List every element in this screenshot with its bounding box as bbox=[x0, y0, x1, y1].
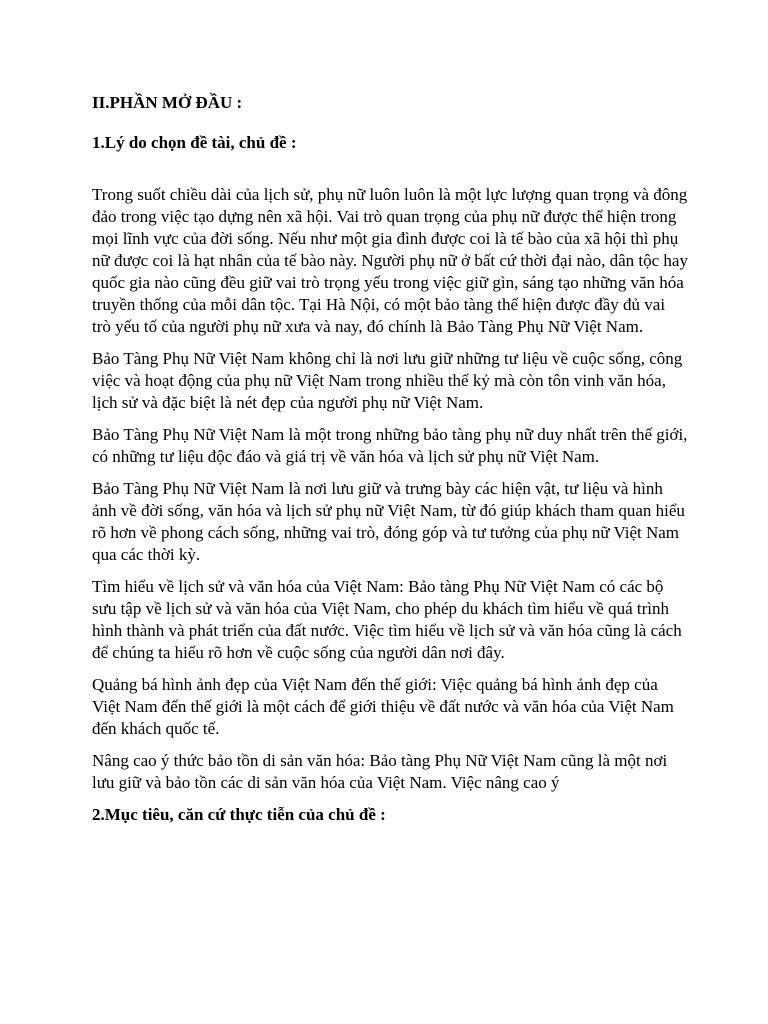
paragraph: Trong suốt chiều dài của lịch sử, phụ nữ luôn luôn là một lực lượng quan trọng và đông đảo trong việc tạo dựng nên xã hội. Vai trò quan trọng của phụ nữ được thể hiện trong mọi lĩnh vực của đời sống. Nếu như một gia đình được coi là tế bào của xã hội thì phụ nữ được coi là hạt nhân của tế bào này. Người phụ nữ ở bất cứ thời đại nào, dân tộc hay quốc gia nào cũng đều giữ vai trò trọng yếu trong việc giữ gìn, sáng tạo những văn hóa truyền thống của mỗi dân tộc. Tại Hà Nội, có một bảo tàng thể hiện được đầy đủ vai trò yếu tố của người phụ nữ xưa và nay, đó chính là Bảo Tàng Phụ Nữ Việt Nam. bbox=[92, 185, 688, 336]
paragraph: Bảo Tàng Phụ Nữ Việt Nam không chỉ là nơi lưu giữ những tư liệu về cuộc sống, công việc và hoạt động của phụ nữ Việt Nam trong nhiều thế kỷ mà còn tôn vinh văn hóa, lịch sử và đặc biệt là nét đẹp của người phụ nữ Việt Nam. bbox=[92, 349, 683, 412]
paragraph: Bảo Tàng Phụ Nữ Việt Nam là nơi lưu giữ và trưng bày các hiện vật, tư liệu và hình ảnh về đời sống, văn hóa và lịch sử phụ nữ Việt Nam, từ đó giúp khách tham quan hiểu rõ hơn về phong cách sống, những vai trò, đóng góp và tư tưởng của phụ nữ Việt Nam qua các thời kỳ. bbox=[92, 479, 685, 564]
subsection-heading-goals: 2.Mục tiêu, căn cứ thực tiễn của chủ đề : bbox=[92, 805, 386, 824]
paragraph: Bảo Tàng Phụ Nữ Việt Nam là một trong những bảo tàng phụ nữ duy nhất trên thế giới, có những tư liệu độc đáo và giá trị về văn hóa và lịch sử phụ nữ Việt Nam. bbox=[92, 425, 688, 466]
paragraph: Quảng bá hình ảnh đẹp của Việt Nam đến thế giới: Việc quảng bá hình ảnh đẹp của Việt Nam đến thế giới là một cách để giới thiệu về đất nước và văn hóa của Việt Nam đến khách quốc tế. bbox=[92, 675, 674, 738]
document-page bbox=[92, 92, 688, 826]
subsection-heading-reason: 1.Lý do chọn đề tài, chủ đề : bbox=[92, 133, 297, 152]
section-heading: II.PHẦN MỞ ĐẦU : bbox=[92, 93, 243, 112]
paragraph: Nâng cao ý thức bảo tồn di sản văn hóa: Bảo tàng Phụ Nữ Việt Nam cũng là một nơi lưu giữ và bảo tồn các di sản văn hóa của Việt Nam. Việc nâng cao ý bbox=[92, 751, 668, 792]
paragraph: Tìm hiểu về lịch sử và văn hóa của Việt Nam: Bảo tàng Phụ Nữ Việt Nam có các bộ sưu tập về lịch sử và văn hóa của Việt Nam, cho phép du khách tìm hiểu về quá trình hình thành và phát triển của đất nước. Việc tìm hiểu về lịch sử và văn hóa cũng là cách để chúng ta hiểu rõ hơn về cuộc sống của người dân nơi đây. bbox=[92, 577, 682, 662]
